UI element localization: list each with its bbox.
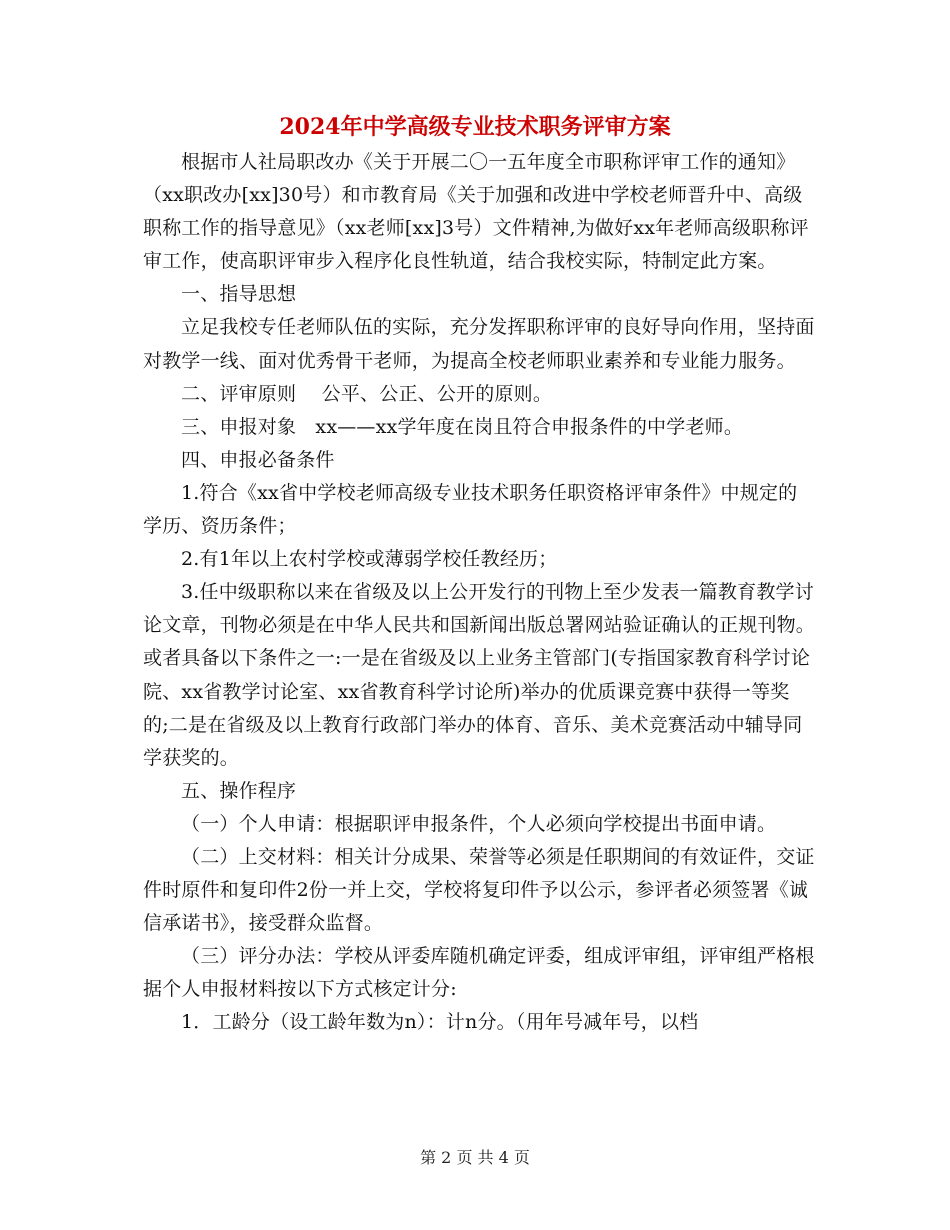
heading-review-principle: 二、评审原则 公平、公正、公开的原则。	[181, 382, 553, 405]
heading-required-conditions: 四、申报必备条件	[181, 448, 335, 471]
procedure-step-3: （三）评分办法：学校从评委库随机确定评委，组成评审组，评审组严格根据个人申报材料按以下方式核定计分:	[143, 945, 815, 1001]
page-footer: 第 2 页 共 4 页	[420, 1148, 530, 1167]
scoring-item-1: 1．工龄分（设工龄年数为n）：计n分。（用年号减年号，以档	[181, 1011, 699, 1034]
procedure-step-2: （二）上交材料：相关计分成果、荣誉等必须是任职期间的有效证件，交证件时原件和复印件2份一并上交，学校将复印件予以公示，参评者必须签署《诚信承诺书》，接受群众监督。	[143, 845, 815, 935]
paragraph-guiding-thought: 立足我校专任老师队伍的实际，充分发挥职称评审的良好导向作用，坚持面对教学一线、面对优秀骨干老师，为提高全校老师职业素养和专业能力服务。	[143, 316, 815, 372]
document-title: 2024年中学高级专业技术职务评审方案	[279, 114, 671, 140]
paragraph-basis: 根据市人社局职改办《关于开展二〇一五年度全市职称评审工作的通知》（xx职改办[xx]30号）和市教育局《关于加强和改进中学校老师晋升中、高级职称工作的指导意见》（xx老师[xx]3号）文件精神,为做好xx年老师高级职称评审工作，使高职评审步入程序化良性轨道，结合我校实际，特制定此方案。	[143, 151, 809, 273]
condition-item-3: 3.任中级职称以来在省级及以上公开发行的刊物上至少发表一篇教育教学讨论文章，刊物必须是在中华人民共和国新闻出版总署网站验证确认的正规刊物。或者具备以下条件之一:一是在省级及以上业务主管部门(专指国家教育科学讨论院、xx省教学讨论室、xx省教育科学讨论所)举办的优质课竞赛中获得一等奖的;二是在省级及以上教育行政部门举办的体育、音乐、美术竞赛活动中辅导同学获奖的。	[143, 581, 816, 769]
condition-item-2: 2.有1年以上农村学校或薄弱学校任教经历；	[181, 548, 558, 571]
condition-item-1: 1.符合《xx省中学校老师高级专业技术职务任职资格评审条件》中规定的学历、资历条件；	[143, 481, 798, 538]
document-body	[143, 146, 815, 1040]
procedure-step-1: （一）个人申请：根据职评申报条件，个人必须向学校提出书面申请。	[181, 812, 777, 835]
heading-applicants: 三、申报对象 xx——xx学年度在岗且符合申报条件的中学老师。	[181, 415, 744, 438]
heading-guiding-thought: 一、指导思想	[181, 283, 297, 306]
heading-procedure: 五、操作程序	[181, 779, 297, 802]
